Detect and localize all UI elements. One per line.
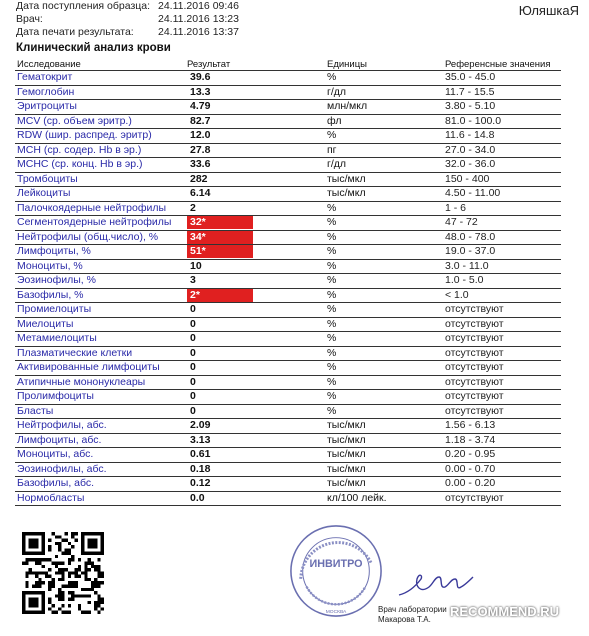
result-cell (185, 216, 325, 231)
doctor-date-value: 24.11.2016 13:23 (158, 13, 239, 25)
result-value: 282 (190, 172, 208, 185)
table-row (15, 361, 561, 376)
result-value: 39.6 (190, 71, 211, 84)
result-value: 12.0 (190, 129, 211, 142)
table-row (15, 129, 561, 144)
test-name-cell: Базофилы, % (15, 288, 185, 303)
page-title: Клинический анализ крови (16, 42, 171, 54)
doctor-date-line (16, 13, 239, 25)
units-cell: % (325, 201, 443, 216)
result-value: 27.8 (190, 143, 211, 156)
test-name-cell: RDW (шир. распред. эритр) (15, 129, 185, 144)
result-value: 0 (190, 317, 196, 330)
result-cell (185, 433, 325, 448)
doctor-date-label: Врач: (16, 13, 43, 25)
table-row (15, 404, 561, 419)
result-cell (185, 187, 325, 202)
units-cell: фл (325, 114, 443, 129)
table-row (15, 259, 561, 274)
units-cell: тыс/мкл (325, 172, 443, 187)
units-cell: % (325, 259, 443, 274)
table-row (15, 346, 561, 361)
result-cell (185, 303, 325, 318)
reference-cell: 4.50 - 11.00 (443, 187, 561, 202)
doctor-info (378, 605, 447, 625)
table-row (15, 303, 561, 318)
doctor-signature (395, 567, 475, 601)
result-cell (185, 245, 325, 260)
reference-cell: 3.0 - 11.0 (443, 259, 561, 274)
stamp-city: МОСКВА (325, 610, 347, 616)
test-name-cell: Лимфоциты, абс. (15, 433, 185, 448)
units-cell: тыс/мкл (325, 433, 443, 448)
column-header-units: Единицы (325, 58, 443, 71)
units-cell: % (325, 245, 443, 260)
units-cell: % (325, 71, 443, 86)
units-cell: % (325, 332, 443, 347)
units-cell: % (325, 317, 443, 332)
units-cell: млн/мкл (325, 100, 443, 115)
result-value: 0.18 (190, 462, 211, 475)
test-name-cell: Атипичные мононуклеары (15, 375, 185, 390)
reference-cell: 81.0 - 100.0 (443, 114, 561, 129)
table-row (15, 419, 561, 434)
units-cell: % (325, 216, 443, 231)
result-cell (185, 85, 325, 100)
table-row (15, 375, 561, 390)
reference-cell: отсутствуют (443, 390, 561, 405)
reference-cell: 35.0 - 45.0 (443, 71, 561, 86)
units-cell: % (325, 288, 443, 303)
reference-cell: 19.0 - 37.0 (443, 245, 561, 260)
table-row (15, 230, 561, 245)
result-cell (185, 390, 325, 405)
reference-cell: отсутствуют (443, 375, 561, 390)
column-header-ref: Референсные значения (443, 58, 561, 71)
test-name-cell: Нейтрофилы, абс. (15, 419, 185, 434)
reference-cell: 47 - 72 (443, 216, 561, 231)
test-name-cell: Тромбоциты (15, 172, 185, 187)
result-value: 6.14 (190, 187, 211, 200)
table-row (15, 390, 561, 405)
units-cell: % (325, 390, 443, 405)
result-cell (185, 491, 325, 506)
reference-cell: 1.18 - 3.74 (443, 433, 561, 448)
reference-cell: отсутствуют (443, 346, 561, 361)
qr-code (22, 532, 104, 614)
table-row (15, 85, 561, 100)
lab-stamp (287, 522, 385, 620)
username-watermark: ЮляшкаЯ (518, 3, 579, 18)
test-name-cell: Эозинофилы, % (15, 274, 185, 289)
units-cell: пг (325, 143, 443, 158)
result-cell (185, 462, 325, 477)
test-name-cell: Нормобласты (15, 491, 185, 506)
flagged-result-value: 32* (187, 216, 253, 229)
result-value: 0 (190, 346, 196, 359)
table-row (15, 100, 561, 115)
received-date-label: Дата поступления образца: (16, 0, 151, 12)
test-name-cell: Промиелоциты (15, 303, 185, 318)
units-cell: % (325, 404, 443, 419)
reference-cell: 1 - 6 (443, 201, 561, 216)
result-cell (185, 346, 325, 361)
result-value: 10 (190, 259, 202, 272)
result-cell (185, 361, 325, 376)
result-value: 0.61 (190, 448, 211, 461)
test-name-cell: MCH (ср. содер. Hb в эр.) (15, 143, 185, 158)
result-cell (185, 100, 325, 115)
reference-cell: отсутствуют (443, 491, 561, 506)
table-row (15, 332, 561, 347)
table-row (15, 201, 561, 216)
units-cell: % (325, 346, 443, 361)
test-name-cell: Плазматические клетки (15, 346, 185, 361)
units-cell: % (325, 303, 443, 318)
table-row (15, 245, 561, 260)
table-row (15, 158, 561, 173)
column-header-result: Результат (185, 58, 325, 71)
result-value: 0 (190, 303, 196, 316)
result-cell (185, 158, 325, 173)
flagged-result-value: 34* (187, 231, 253, 244)
test-name-cell: MCV (ср. объем эритр.) (15, 114, 185, 129)
units-cell: % (325, 361, 443, 376)
units-cell: % (325, 230, 443, 245)
result-cell (185, 201, 325, 216)
units-cell: тыс/мкл (325, 419, 443, 434)
column-header-test: Исследование (15, 58, 185, 71)
reference-cell: отсутствуют (443, 361, 561, 376)
table-row (15, 187, 561, 202)
print-date-line (16, 26, 239, 38)
units-cell: % (325, 129, 443, 144)
reference-cell: 32.0 - 36.0 (443, 158, 561, 173)
result-cell (185, 114, 325, 129)
test-name-cell: Миелоциты (15, 317, 185, 332)
result-cell (185, 448, 325, 463)
result-cell (185, 259, 325, 274)
units-cell: г/дл (325, 158, 443, 173)
table-row (15, 143, 561, 158)
units-cell: г/дл (325, 85, 443, 100)
results-table (15, 58, 561, 506)
result-cell (185, 71, 325, 86)
result-value: 4.79 (190, 100, 211, 113)
result-value: 0 (190, 361, 196, 374)
test-name-cell: Сегментоядерные нейтрофилы (15, 216, 185, 231)
table-row (15, 462, 561, 477)
test-name-cell: Эритроциты (15, 100, 185, 115)
stamp-text: ИНВИТРО (309, 558, 363, 571)
reference-cell: < 1.0 (443, 288, 561, 303)
reference-cell: 0.20 - 0.95 (443, 448, 561, 463)
result-cell (185, 230, 325, 245)
table-row (15, 274, 561, 289)
print-date-value: 24.11.2016 13:37 (158, 26, 239, 38)
reference-cell: 1.56 - 6.13 (443, 419, 561, 434)
test-name-cell: Гематокрит (15, 71, 185, 86)
table-row (15, 71, 561, 86)
result-cell (185, 317, 325, 332)
result-cell (185, 274, 325, 289)
reference-cell: отсутствуют (443, 303, 561, 318)
result-value: 3 (190, 274, 196, 287)
result-cell (185, 288, 325, 303)
test-name-cell: Пролимфоциты (15, 390, 185, 405)
reference-cell: 0.00 - 0.20 (443, 477, 561, 492)
result-value: 0 (190, 390, 196, 403)
results-body (15, 71, 561, 506)
reference-cell: отсутствуют (443, 404, 561, 419)
result-value: 0.0 (190, 491, 205, 504)
table-row (15, 288, 561, 303)
result-value: 0 (190, 404, 196, 417)
test-name-cell: Метамиелоциты (15, 332, 185, 347)
reference-cell: 11.6 - 14.8 (443, 129, 561, 144)
test-name-cell: Лейкоциты (15, 187, 185, 202)
units-cell: % (325, 274, 443, 289)
units-cell: % (325, 375, 443, 390)
result-value: 0 (190, 375, 196, 388)
result-value: 2 (190, 201, 196, 214)
reference-cell: 3.80 - 5.10 (443, 100, 561, 115)
received-date-line (16, 0, 239, 12)
result-value: 2.09 (190, 419, 211, 432)
reference-cell: 150 - 400 (443, 172, 561, 187)
table-row (15, 317, 561, 332)
table-row (15, 491, 561, 506)
units-cell: тыс/мкл (325, 462, 443, 477)
test-name-cell: Активированные лимфоциты (15, 361, 185, 376)
result-value: 33.6 (190, 158, 211, 171)
reference-cell: 27.0 - 34.0 (443, 143, 561, 158)
table-row (15, 114, 561, 129)
site-watermark: RECOMMEND.RU (450, 604, 560, 619)
units-cell: тыс/мкл (325, 477, 443, 492)
result-cell (185, 172, 325, 187)
result-cell (185, 419, 325, 434)
result-value: 13.3 (190, 85, 211, 98)
result-cell (185, 477, 325, 492)
result-cell (185, 143, 325, 158)
print-date-label: Дата печати результата: (16, 26, 134, 38)
result-cell (185, 375, 325, 390)
test-name-cell: Бласты (15, 404, 185, 419)
reference-cell: отсутствуют (443, 317, 561, 332)
received-date-value: 24.11.2016 09:46 (158, 0, 239, 12)
doctor-name: Макарова Т.А. (378, 615, 431, 624)
test-name-cell: Лимфоциты, % (15, 245, 185, 260)
table-row (15, 172, 561, 187)
test-name-cell: Эозинофилы, абс. (15, 462, 185, 477)
table-header-row (15, 58, 561, 71)
reference-cell: 0.00 - 0.70 (443, 462, 561, 477)
test-name-cell: Моноциты, абс. (15, 448, 185, 463)
flagged-result-value: 2* (187, 289, 253, 302)
reference-cell: отсутствуют (443, 332, 561, 347)
result-value: 82.7 (190, 114, 211, 127)
units-cell: тыс/мкл (325, 187, 443, 202)
table-row (15, 216, 561, 231)
test-name-cell: Моноциты, % (15, 259, 185, 274)
reference-cell: 11.7 - 15.5 (443, 85, 561, 100)
test-name-cell: Базофилы, абс. (15, 477, 185, 492)
test-name-cell: MCHC (ср. конц. Hb в эр.) (15, 158, 185, 173)
reference-cell: 48.0 - 78.0 (443, 230, 561, 245)
result-cell (185, 404, 325, 419)
reference-cell: 1.0 - 5.0 (443, 274, 561, 289)
test-name-cell: Гемоглобин (15, 85, 185, 100)
test-name-cell: Палочкоядерные нейтрофилы (15, 201, 185, 216)
result-value: 3.13 (190, 433, 211, 446)
units-cell: кл/100 лейк. (325, 491, 443, 506)
units-cell: тыс/мкл (325, 448, 443, 463)
table-row (15, 433, 561, 448)
table-row (15, 448, 561, 463)
result-value: 0 (190, 332, 196, 345)
result-cell (185, 129, 325, 144)
test-name-cell: Нейтрофилы (общ.число), % (15, 230, 185, 245)
doctor-role: Врач лаборатории (378, 605, 447, 614)
result-cell (185, 332, 325, 347)
result-value: 0.12 (190, 477, 211, 490)
table-row (15, 477, 561, 492)
flagged-result-value: 51* (187, 245, 253, 258)
